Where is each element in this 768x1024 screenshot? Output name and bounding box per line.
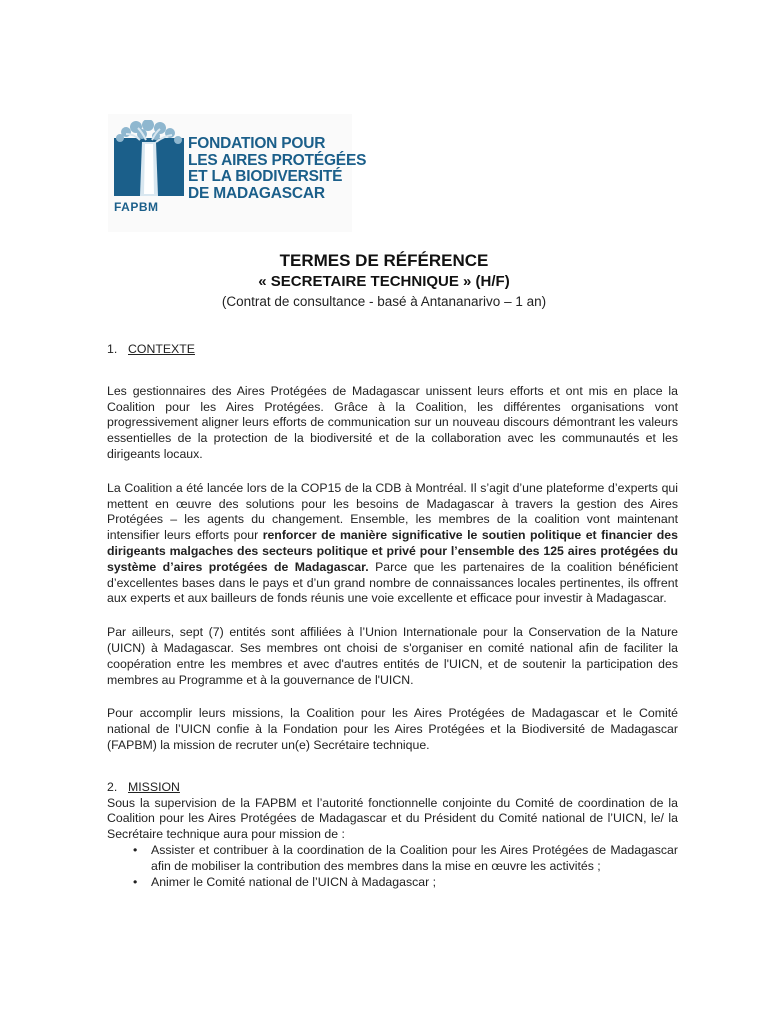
fapbm-logo bbox=[108, 114, 367, 232]
logo-line-1: FONDATION POUR bbox=[188, 135, 326, 152]
mission-intro: Sous la supervision de la FAPBM et l’autorité fonctionnelle conjointe du Comité de coordination de la Coalition pour les Aires Protégées de Madagascar et du Président du Comité national de l’UICN, le/ la Secrétaire technique aura pour mission de : bbox=[107, 795, 678, 842]
contract-details: (Contrat de consultance - basé à Antananarivo – 1 an) bbox=[221, 294, 547, 309]
logo-line-4: DE MADAGASCAR bbox=[188, 184, 325, 202]
contexte-paragraph-3: Par ailleurs, sept (7) entités sont affiliées à l’Union Internationale pour la Conservation de la Nature (UICN) à Madagascar. Ses membres ont choisi de s'organiser en comité national afin de faciliter la coopération entre les membres et avec d'autres entités de l'UICN, et de soutenir la participation des membres au Programme et à la gouvernance de l'UICN. bbox=[107, 625, 678, 687]
paragraph-text: La Coalition a été lancée lors de la COP15 de la CDB à Montréal. Il s’agit d’une plateforme d’experts qui mettent en œuvre des solutions pour les besoins de Madagascar à travers la gestion des Aires Protégées – les agents du changement. Ensemble, les membres de la coalition vont maintenant intensifier leurs efforts pour bbox=[107, 480, 678, 543]
paragraph-text: Parce que les partenaires de la coalition bénéficient d’excellentes bases dans le pays et d’un grand nombre de connaissances locales pertinentes, ils offrent aux experts et aux bailleurs de fonds réunis une voie excellente et efficace pour investir à Madagascar. bbox=[107, 559, 678, 606]
list-item-text: Assister et contribuer à la coordination de la Coalition pour les Aires Protégées de Madagascar afin de mobiliser la contribution des membres dans la mise en œuvre les activités ; bbox=[151, 842, 678, 873]
bullet-icon: • bbox=[133, 874, 138, 889]
document-subtitle: « SECRETAIRE TECHNIQUE » (H/F) bbox=[258, 273, 510, 290]
document-body bbox=[107, 342, 678, 890]
title-block bbox=[0, 250, 768, 311]
list-item bbox=[133, 843, 678, 875]
bullet-icon: • bbox=[133, 842, 138, 857]
paragraph-emphasis: renforcer de manière significative le soutien politique et financier des dirigeants malgaches des secteurs politique et privé pour l’ensemble des 125 aires protégées du système d’aires protégées de Madagascar. bbox=[107, 528, 678, 574]
logo-line-2: LES AIRES PROTÉGÉES bbox=[188, 151, 367, 169]
list-item-text: Animer le Comité national de l’UICN à Madagascar ; bbox=[151, 874, 437, 889]
document-title: TERMES DE RÉFÉRENCE bbox=[279, 251, 489, 270]
section-title: CONTEXTE bbox=[128, 342, 195, 356]
section-heading-mission bbox=[107, 780, 678, 796]
section-title: MISSION bbox=[128, 779, 180, 794]
logo-acronym: FAPBM bbox=[114, 200, 159, 214]
contexte-paragraph-1: Les gestionnaires des Aires Protégées de Madagascar unissent leurs efforts et ont mis en place la Coalition pour les Aires Protégées. Grâce à la Coalition, les différentes organisations vont progressivement aligner leurs efforts de communication sur un nouveau discours démontrant les valeurs essentielles de la protection de la biodiversité et de la collaboration avec les communautés et les dirigeants locaux. bbox=[107, 383, 678, 461]
section-heading-contexte bbox=[107, 342, 678, 358]
logo-wordmark bbox=[188, 136, 366, 202]
mission-list bbox=[107, 843, 678, 890]
section-number: 1. bbox=[107, 342, 118, 356]
section-number: 2. bbox=[107, 779, 118, 794]
logo-line-3: ET LA BIODIVERSITÉ bbox=[188, 168, 343, 185]
contexte-paragraph-2 bbox=[107, 481, 678, 607]
contexte-paragraph-4: Pour accomplir leurs missions, la Coalition pour les Aires Protégées de Madagascar et le Comité national de l’UICN confie à la Fondation pour les Aires Protégées et la Biodiversité de Madagascar (FAPBM) la mission de recruter un(e) Secrétaire technique. bbox=[107, 706, 678, 752]
list-item bbox=[133, 875, 678, 891]
baobab-tree-icon bbox=[112, 120, 186, 200]
